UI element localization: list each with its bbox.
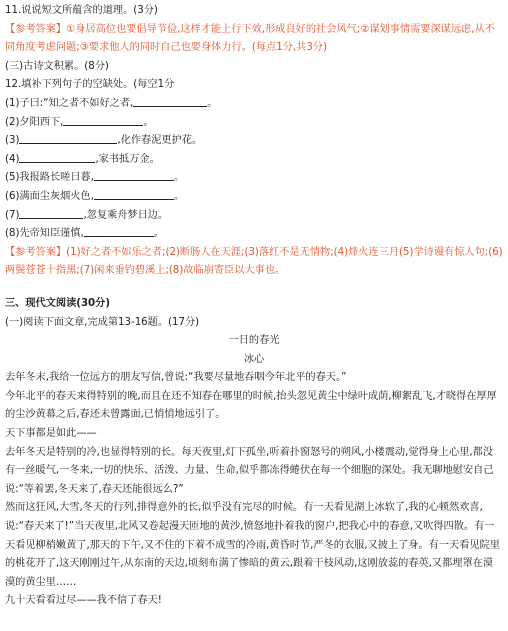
document-page (5, 2, 503, 611)
article-author: 冰心 (243, 353, 265, 365)
article-paragraph: 去年冬天是特别的冷,也显得特别的长。每天夜里,灯下孤坐,听着扑窗怒号的朔风,小楼震动,觉得身上心里,都没有一丝暖气,一冬来,一切的快乐、活泼、力量、生命,似乎都冻得蜷伏在每一个细胞的深处。我无聊地慰安自己说:“等着罢,冬天来了,春天还能很远么?” (5, 446, 494, 495)
q12-item-7 (5, 207, 503, 226)
article-paragraph: 然而这狂风,大雪,冬天的行列,排得意外的长,似乎没有完尽的时候。有一天看见湖上冰软了,我的心顿然欢喜,说:“春天来了!”当天夜里,北风又卷起漫天匝地的黄沙,愤怒地扑着我的窗户,把我心中的春意,又吹得四散。有一天看见柳梢嫩黄了,那天的下午,又不住的下着不成雪的冷雨,黄昏时节,严冬的衣服,又披上了身。有一天看见院里的桃花开了,这天刚刚过午,从东南的天边,顷刻布满了惨暗的黄云,跟着干枝风动,这刚放蕊的春英,又都埋罩在漠漠的黄尘里…… (5, 502, 500, 588)
article-paragraph: 天下事都是如此—— (5, 428, 97, 440)
q12-item-8-pre: (8)先帝知臣谨慎, (5, 228, 84, 240)
q12-item-7-post: ,忽复乘舟梦日边。 (83, 209, 169, 221)
fill-blank (94, 169, 174, 181)
q12-item-1 (5, 95, 503, 114)
section3-heading: 三、现代文阅读(30分) (5, 297, 110, 309)
q12-item-8-post: 。 (153, 228, 164, 240)
article-title: 一日的春光 (228, 335, 280, 347)
q12-answer (5, 244, 503, 281)
q12-item-4-post: ,家书抵万金。 (95, 153, 160, 165)
fill-blank (19, 151, 95, 163)
q12-item-6-post: 。 (173, 190, 185, 202)
article-paragraph: 今年北平的春天来得特别的晚,而且在还不知春在哪里的时候,抬头忽见黄尘中绿叶成荫,柳絮乱飞,才晓得在厚厚的尘沙黄幕之后,春还未曾露面,已悄悄地远引了。 (5, 390, 497, 421)
fill-blank (19, 132, 117, 144)
section3-sub: (一)阅读下面文章,完成第13-16题。(17分) (5, 316, 200, 328)
q12-item-4 (5, 151, 503, 170)
q12-item-4-pre: (4) (5, 153, 20, 165)
q12-answer-label: 【参考答案】 (5, 246, 67, 258)
q12-item-5 (5, 169, 503, 188)
q11-answer-text: ①身居高位也要倡导节俭,这样才能上行下效,形成良好的社会风气;②谋划事情需要深谋远虑,从不同角度考虑问题;③要求他人的同时自己也要身体力行。(每点1分,共3分) (5, 23, 495, 54)
q11-answer-label: 【参考答案】 (5, 23, 67, 35)
q12-item-5-post: 。 (173, 172, 185, 184)
q12-item-8 (5, 225, 503, 244)
part3-heading: (三)古诗文积累。(8分) (5, 60, 109, 72)
q12-item-2-post: 。 (143, 116, 154, 128)
fill-blank (84, 225, 154, 237)
q12-item-6 (5, 188, 503, 207)
fill-blank (133, 95, 207, 107)
q12-item-6-pre: (6)满面尘灰烟火色, (5, 190, 94, 202)
q12-item-1-post: 。 (207, 97, 218, 109)
q12-item-5-pre: (5)我报路长嗟日暮, (5, 172, 94, 184)
q12-title: 12.填补下列句子的空缺处。(每空1分 (5, 79, 175, 91)
q11-answer (5, 21, 503, 58)
q12-item-3-pre: (3) (5, 135, 20, 147)
fill-blank (63, 114, 143, 126)
fill-blank (94, 188, 174, 200)
q12-item-7-pre: (7) (5, 209, 20, 221)
article-paragraph: 去年冬末,我给一位远方的朋友写信,曾说:“我要尽量地吞咽今年北平的春天。” (5, 372, 347, 384)
fill-blank (19, 207, 83, 219)
q11-title: 11.说说短文所蕴含的道理。(3分) (5, 5, 158, 16)
q12-item-3-post: ,化作春泥更护花。 (117, 135, 203, 147)
q12-item-2 (5, 114, 503, 133)
q12-item-3 (5, 132, 503, 151)
article-paragraph: 九十天看看过尽——我不信了春天! (5, 595, 162, 607)
q12-item-1-pre: (1)子曰:“知之者不如好之者, (5, 97, 134, 109)
q12-item-2-pre: (2)夕阳西下, (5, 116, 64, 128)
q12-answer-text: (1)好之者不如乐之者;(2)断肠人在天涯;(3)落红不是无情物;(4)烽火连三月(5)学诗谩有惊人句;(6)两鬓苍苍十指黑;(7)闲来垂钓碧溪上;(8)故临崩寄臣以大事也。 (5, 246, 503, 277)
